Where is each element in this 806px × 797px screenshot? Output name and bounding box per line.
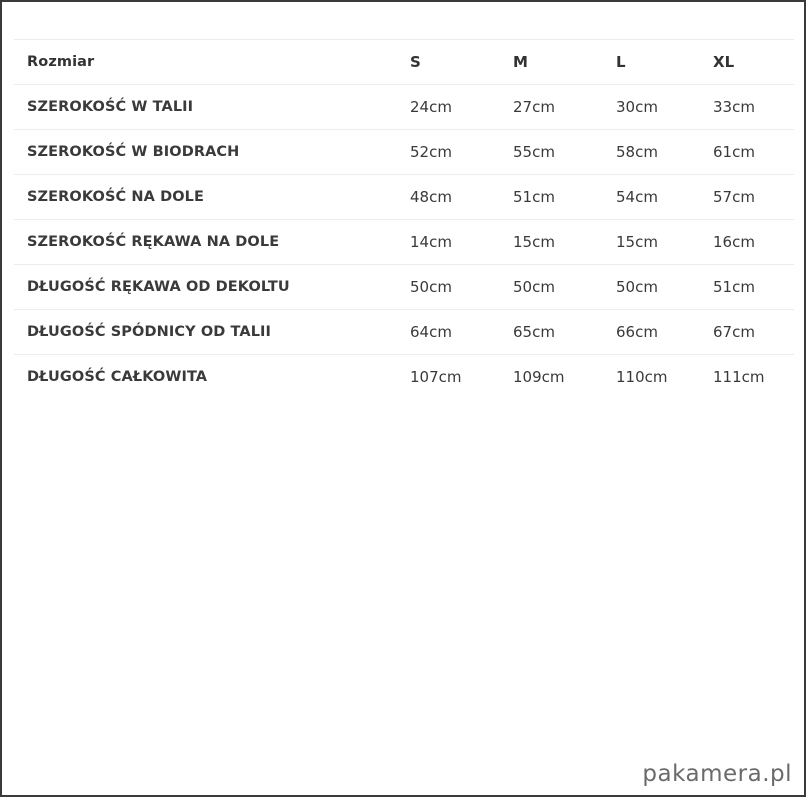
cell-m: 109cm: [513, 368, 565, 387]
table-row: [14, 220, 794, 265]
cell-m: 27cm: [513, 98, 555, 116]
table-row: [14, 85, 794, 130]
cell-l: 30cm: [616, 98, 658, 116]
header-xl: XL: [713, 53, 735, 71]
cell-xl: 16cm: [713, 233, 755, 251]
cell-xl: 111cm: [713, 368, 765, 387]
cell-l: 15cm: [616, 233, 658, 251]
cell-l: 58cm: [616, 143, 658, 161]
cell-s: 64cm: [410, 323, 452, 341]
header-size: Rozmiar: [27, 54, 95, 70]
row-label: SZEROKOŚĆ NA DOLE: [27, 189, 205, 205]
size-table: [14, 39, 794, 400]
cell-xl: 57cm: [713, 188, 755, 206]
header-m: M: [513, 53, 528, 71]
table-row: [14, 310, 794, 355]
cell-l: 66cm: [616, 323, 658, 341]
cell-m: 65cm: [513, 323, 555, 341]
table-row: [14, 130, 794, 175]
cell-xl: 33cm: [713, 98, 755, 116]
cell-s: 24cm: [410, 98, 452, 116]
row-label: SZEROKOŚĆ W TALII: [27, 99, 194, 115]
row-label: DŁUGOŚĆ SPÓDNICY OD TALII: [27, 324, 272, 340]
cell-s: 50cm: [410, 278, 452, 296]
pakamera-watermark: pakamera.pl: [642, 761, 792, 787]
table-row: [14, 355, 794, 400]
cell-s: 107cm: [410, 368, 462, 387]
cell-s: 48cm: [410, 188, 452, 206]
table-header-row: [14, 40, 794, 85]
cell-m: 50cm: [513, 278, 555, 296]
header-l: L: [616, 53, 626, 71]
table-row: [14, 265, 794, 310]
cell-s: 52cm: [410, 143, 452, 161]
row-label: SZEROKOŚĆ RĘKAWA NA DOLE: [27, 234, 280, 250]
row-label: DŁUGOŚĆ CAŁKOWITA: [27, 369, 208, 386]
table-row: [14, 175, 794, 220]
cell-s: 14cm: [410, 233, 452, 251]
header-s: S: [410, 53, 421, 71]
cell-l: 50cm: [616, 278, 658, 296]
cell-m: 15cm: [513, 233, 555, 251]
cell-xl: 67cm: [713, 323, 755, 341]
row-label: SZEROKOŚĆ W BIODRACH: [27, 144, 240, 160]
cell-xl: 61cm: [713, 143, 755, 161]
cell-m: 51cm: [513, 188, 555, 206]
row-label: DŁUGOŚĆ RĘKAWA OD DEKOLTU: [27, 279, 290, 295]
cell-m: 55cm: [513, 143, 555, 161]
cell-xl: 51cm: [713, 278, 755, 296]
cell-l: 110cm: [616, 368, 668, 387]
cell-l: 54cm: [616, 188, 658, 206]
